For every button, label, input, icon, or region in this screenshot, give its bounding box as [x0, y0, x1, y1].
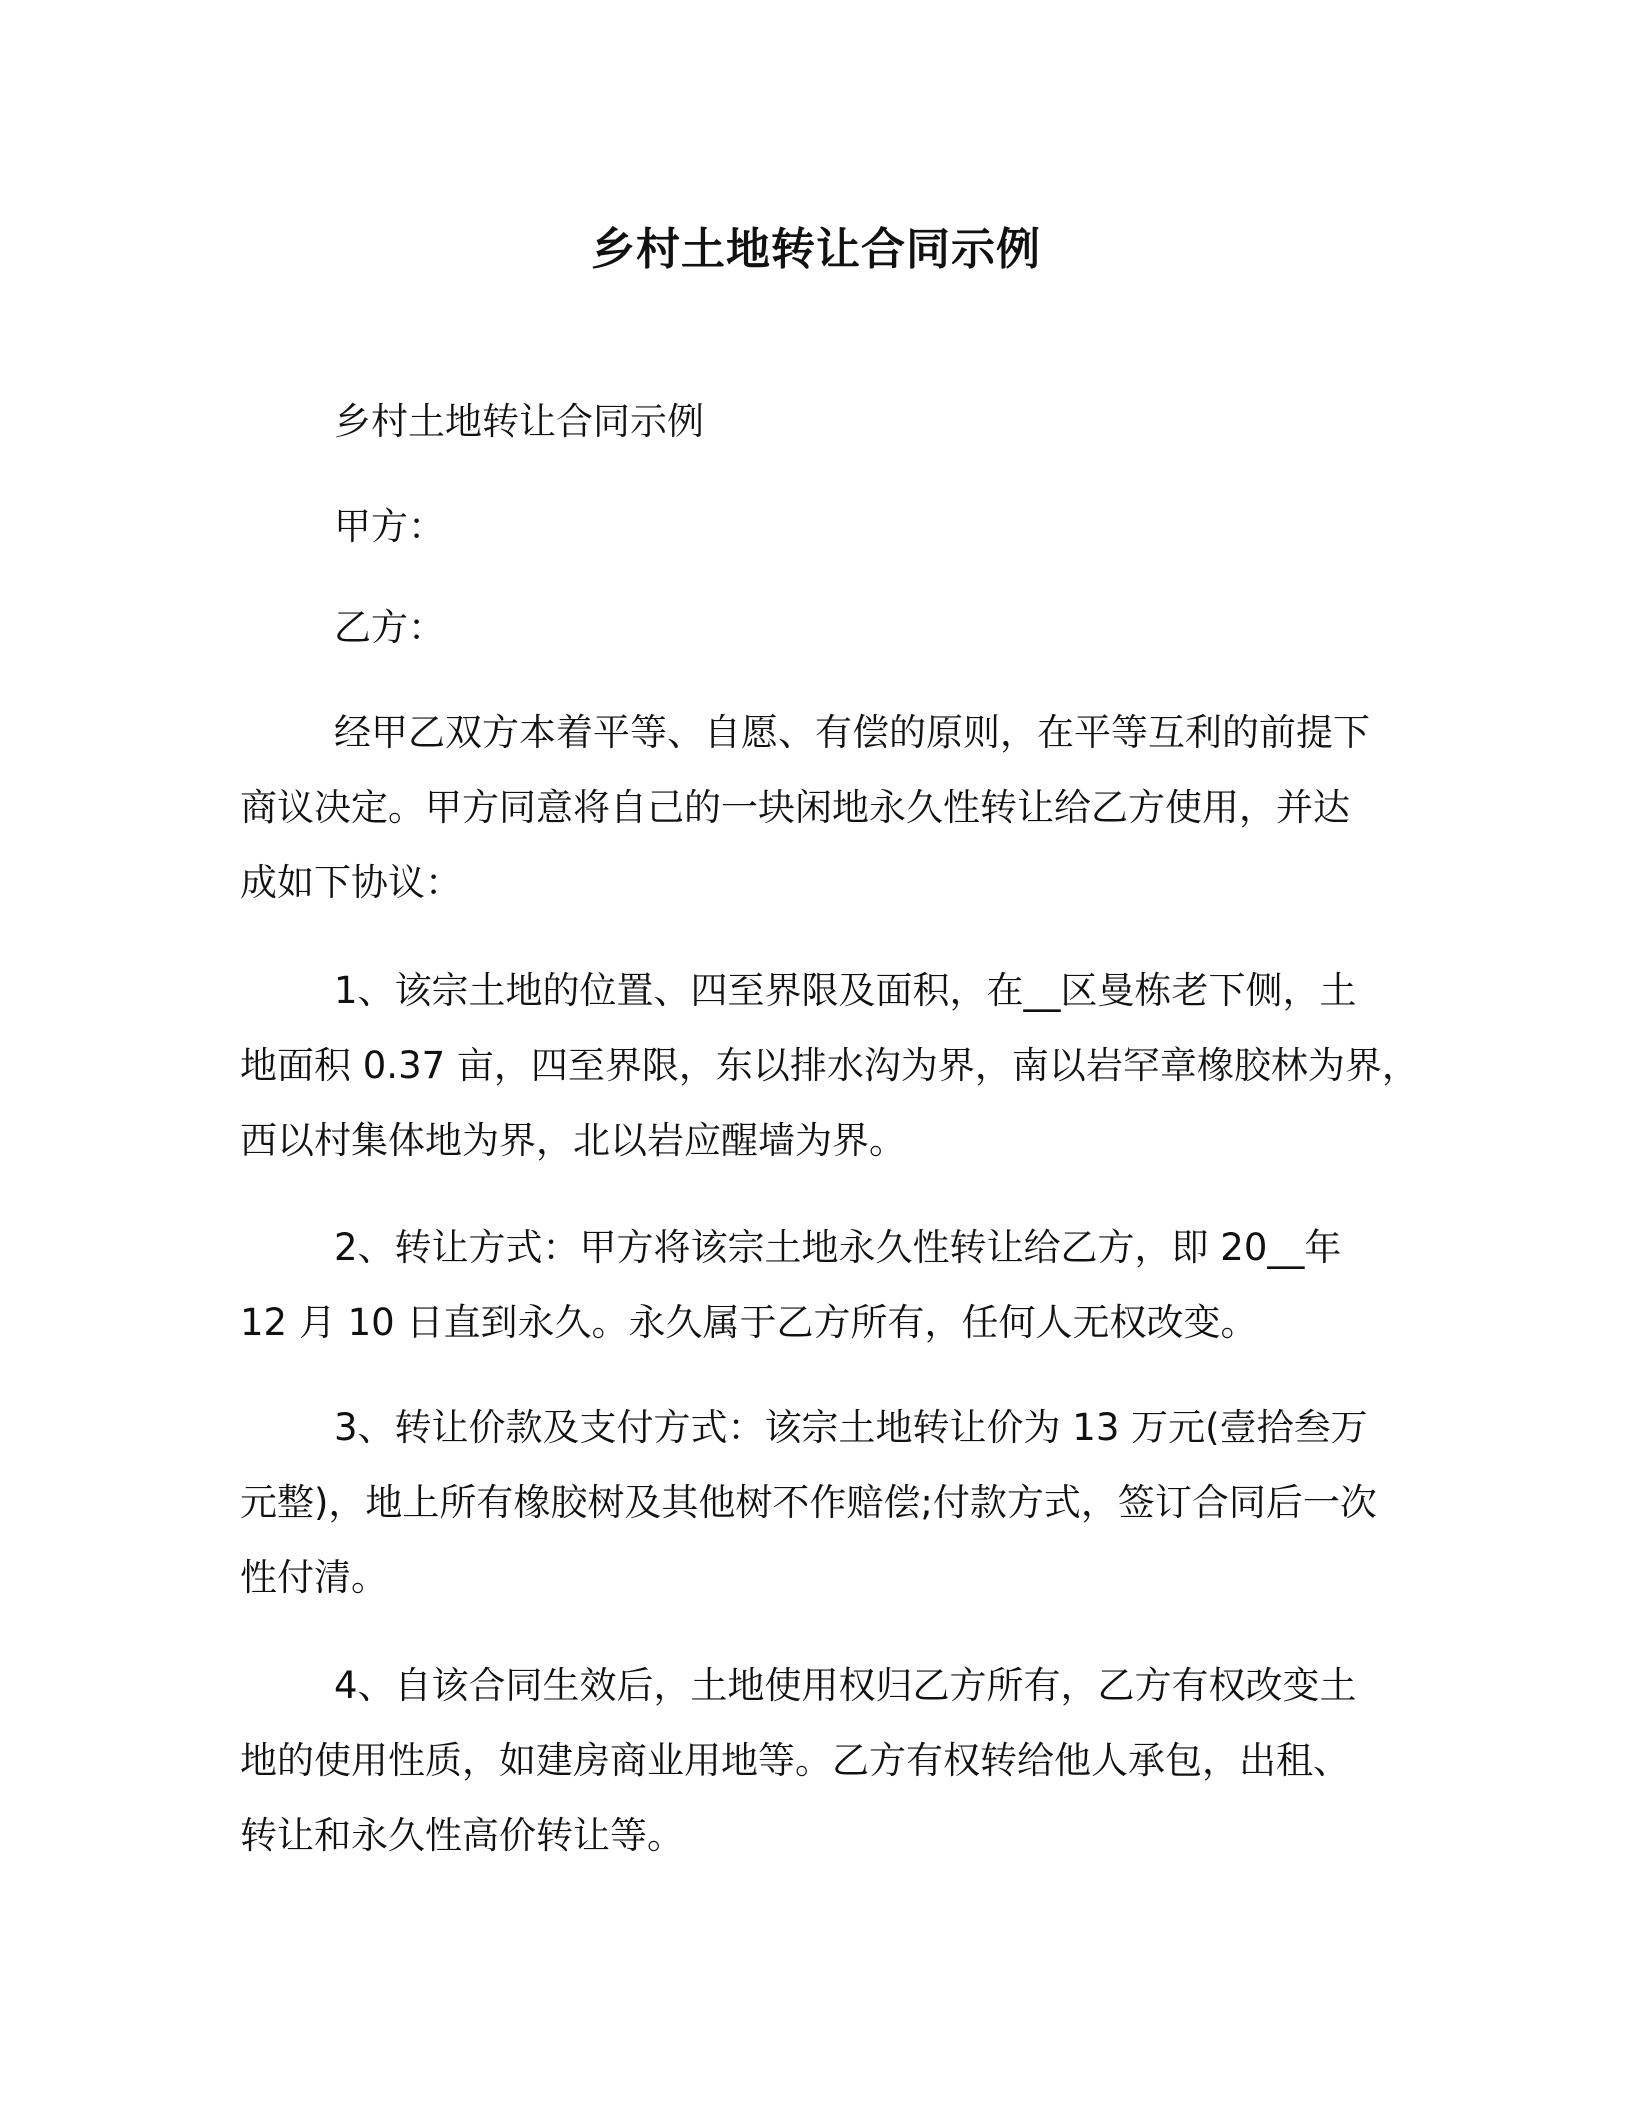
intro-line: 经甲乙双方本着平等、自愿、有偿的原则，在平等互利的前提下: [334, 711, 1370, 754]
clause-1-line: 西以村集体地为界，北以岩应醒墙为界。: [240, 1119, 906, 1162]
clause-1-line: 地面积 0.37 亩，四至界限，东以排水沟为界，南以岩罕章橡胶林为界，: [240, 1044, 1419, 1087]
clause-4-paragraph: [240, 1648, 1404, 1873]
document-subtitle: [240, 384, 1404, 459]
party-b-line: 乙方：: [334, 606, 445, 649]
clause-3-line: 元整)，地上所有橡胶树及其他树不作赔偿;付款方式，签订合同后一次: [240, 1481, 1377, 1524]
intro-paragraph: [240, 695, 1404, 920]
clause-3-line: 3、转让价款及支付方式：该宗土地转让价为 13 万元(壹拾叁万: [334, 1406, 1368, 1449]
clause-4-line: 转让和永久性高价转让等。: [240, 1814, 684, 1857]
party-a-line: 甲方：: [334, 505, 445, 548]
clause-4-line: 4、自该合同生效后，土地使用权归乙方所有，乙方有权改变土: [334, 1664, 1357, 1707]
clause-2-paragraph: [240, 1210, 1404, 1360]
party-b-label: [240, 590, 1404, 665]
clause-1-paragraph: [240, 953, 1419, 1178]
clause-3-line: 性付清。: [240, 1556, 388, 1599]
subtitle-line: 乡村土地转让合同示例: [334, 400, 704, 443]
clause-2-line: 12 月 10 日直到永久。永久属于乙方所有，任何人无权改变。: [240, 1301, 1258, 1344]
clause-1-line: 1、该宗土地的位置、四至界限及面积，在__区曼栋老下侧，土: [334, 969, 1357, 1012]
intro-line: 商议决定。甲方同意将自己的一块闲地永久性转让给乙方使用，并达: [240, 786, 1350, 829]
intro-line: 成如下协议：: [240, 861, 462, 904]
clause-2-line: 2、转让方式：甲方将该宗土地永久性转让给乙方，即 20__年: [334, 1226, 1342, 1269]
document-title: 乡村土地转让合同示例: [591, 224, 1041, 275]
clause-4-line: 地的使用性质，如建房商业用地等。乙方有权转给他人承包，出租、: [240, 1739, 1350, 1782]
party-a-label: [240, 489, 1404, 564]
clause-3-paragraph: [240, 1390, 1404, 1615]
